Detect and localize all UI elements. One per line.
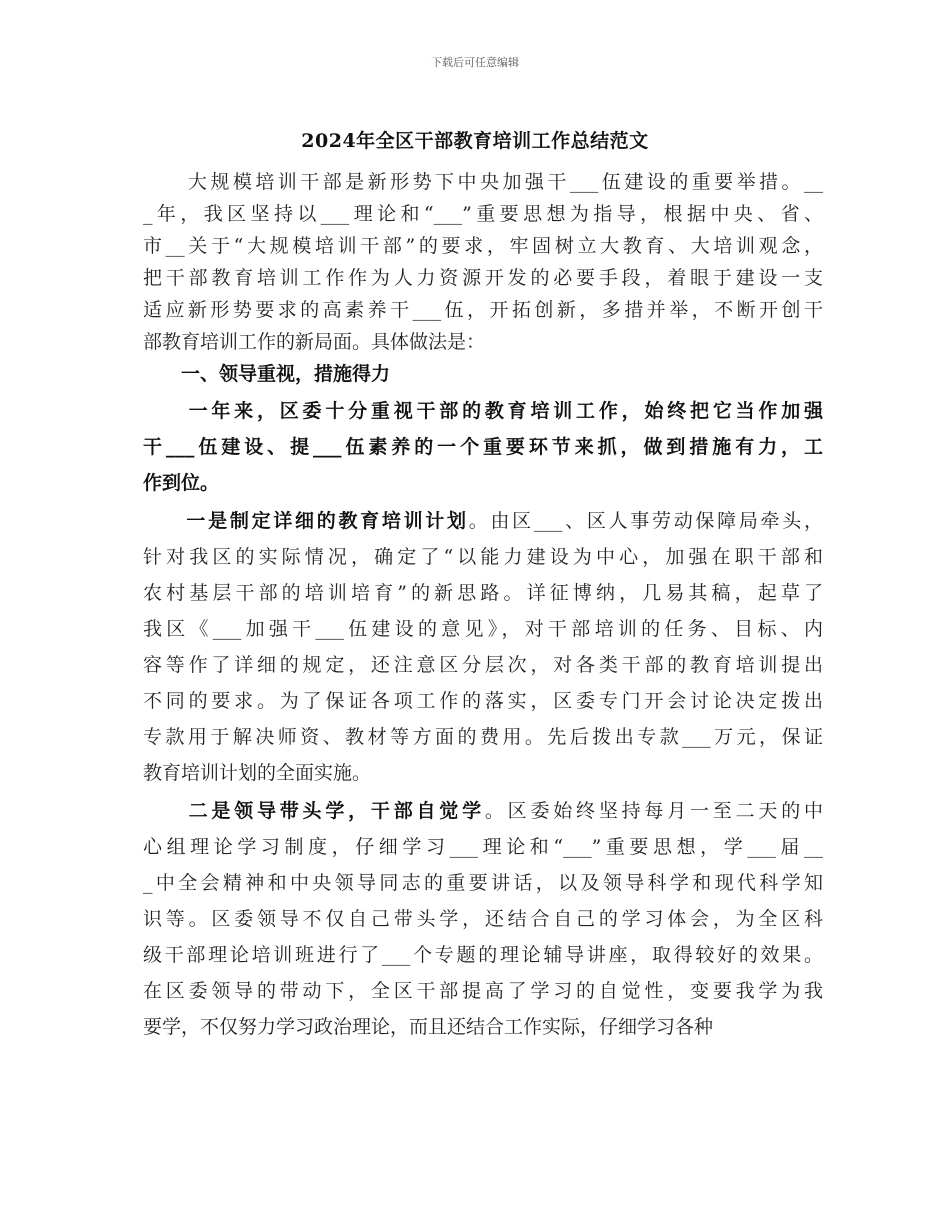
text-line: [143, 617, 823, 641]
bold-text: 一、领导重视，措施得力: [143, 363, 391, 385]
text-line: [143, 581, 823, 605]
text-line: [143, 725, 823, 749]
bold-text: 一年来，区委十分重视干部的教育培训工作，始终把它当作加强: [143, 400, 823, 422]
text-line: [143, 330, 823, 354]
text-line: [143, 943, 823, 967]
body-text: _年，我区坚持以___理论和“___”重要思想为指导，根据中央、省、: [143, 203, 823, 225]
text-line: [143, 471, 823, 495]
bold-text: 二是领导带头学，干部自觉学: [143, 800, 485, 822]
body-text: 要学，不仅努力学习政治理论，而且还结合工作实际，仔细学习各种: [143, 1016, 714, 1038]
text-line: [143, 871, 823, 895]
body-text: 在区委领导的带动下，全区干部提高了学习的自觉性，变要我学为我: [143, 980, 823, 1002]
body-text: 大规模培训干部是新形势下中央加强干___伍建设的重要举措。__: [143, 171, 823, 193]
body-text: 。由区___、区人事劳动保障局牵头，: [468, 510, 823, 532]
text-line: [143, 509, 823, 533]
body-text: _中全会精神和中央领导同志的重要讲话，以及领导科学和现代科学知: [143, 872, 823, 894]
body-text: 把干部教育培训工作作为人力资源开发的必要手段，着眼于建设一支: [143, 267, 823, 289]
body-text: 心组理论学习制度，仔细学习___理论和“___”重要思想，学___届__: [143, 836, 823, 858]
text-line: [143, 435, 823, 459]
text-line: [143, 266, 823, 290]
text-line: [143, 979, 823, 1003]
body-text: 适应新形势要求的高素养干___伍，开拓创新，多措并举，不断开创干: [143, 299, 823, 321]
body-text: 专款用于解决师资、教材等方面的费用。先后拨出专款___万元，保证: [143, 726, 823, 748]
text-line: [143, 907, 823, 931]
body-text: 针对我区的实际情况，确定了“以能力建设为中心，加强在职干部和: [143, 546, 823, 568]
text-line: [143, 799, 823, 823]
body-text: 识等。区委领导不仅自己带头学，还结合自己的学习体会，为全区科: [143, 908, 823, 930]
body-text: 教育培训计划的全面实施。: [143, 762, 372, 784]
body-text: 市__关于“大规模培训干部”的要求，牢固树立大教育、大培训观念，: [143, 235, 823, 257]
text-line: [143, 234, 823, 258]
bold-text: 干___伍建设、提___伍素养的一个重要环节来抓，做到措施有力，工: [143, 436, 823, 458]
text-line: [143, 362, 823, 386]
page-header: 下载后可任意编辑: [431, 56, 519, 69]
document-title: 2024年全区干部教育培训工作总结范文: [301, 130, 649, 152]
body-text: 不同的要求。为了保证各项工作的落实，区委专门开会讨论决定拨出: [143, 690, 823, 712]
text-line: [143, 298, 823, 322]
text-line: [143, 170, 823, 194]
text-line: [143, 653, 823, 677]
body-text: 容等作了详细的规定，还注意区分层次，对各类干部的教育培训提出: [143, 654, 823, 676]
body-text: 。区委始终坚持每月一至二天的中: [484, 800, 823, 822]
text-line: [143, 399, 823, 423]
text-line: [143, 835, 823, 859]
body-text: 农村基层干部的培训培育”的新思路。详征博纳，几易其稿，起草了: [143, 582, 823, 604]
text-line: [143, 761, 823, 785]
body-text: 级干部理论培训班进行了___个专题的理论辅导讲座，取得较好的效果。: [143, 944, 823, 966]
text-line: [143, 1015, 823, 1039]
body-text: 部教育培训工作的新局面。具体做法是：: [143, 331, 486, 353]
bold-text: 一是制定详细的教育培训计划: [143, 510, 469, 532]
text-line: [143, 545, 823, 569]
bold-text: 作到位。: [143, 472, 220, 494]
body-text: 我区《___加强干___伍建设的意见》，对干部培训的任务、目标、内: [143, 618, 823, 640]
text-line: [143, 202, 823, 226]
text-line: [143, 689, 823, 713]
